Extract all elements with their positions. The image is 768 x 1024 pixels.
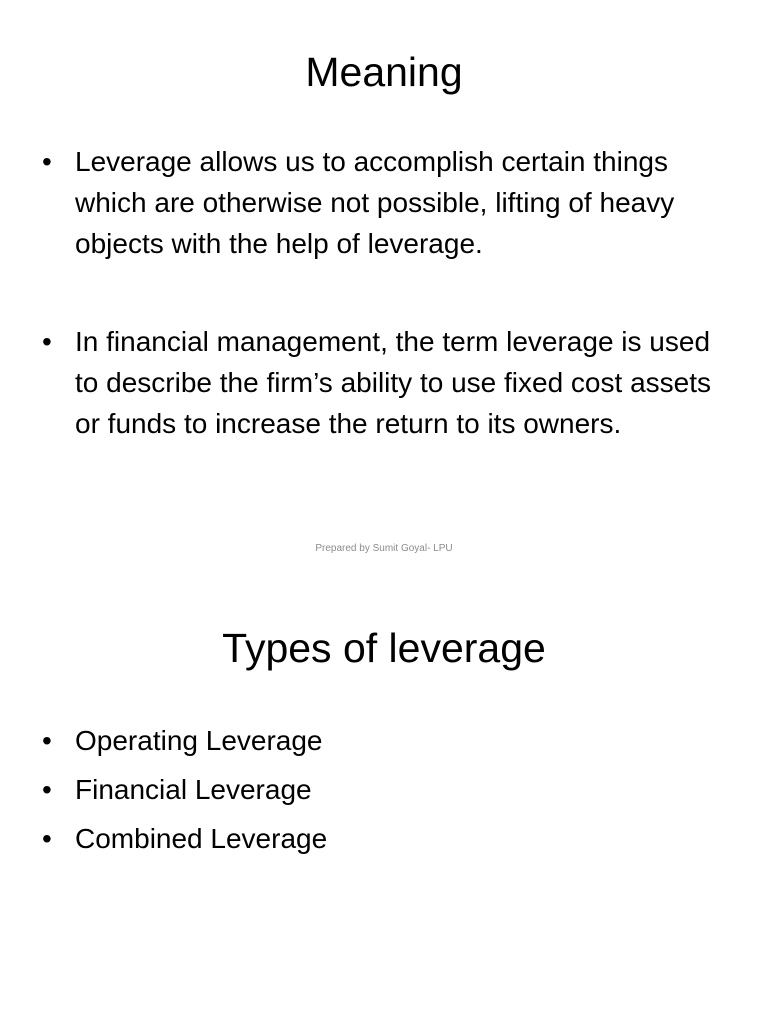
bullet-icon: • <box>42 146 52 177</box>
bullet-icon: • <box>42 774 52 805</box>
slide-title: Meaning <box>305 49 463 95</box>
bullet-text: Combined Leverage <box>75 823 328 854</box>
slide-types-of-leverage <box>0 576 768 1024</box>
bullet-text: Leverage allows us to accomplish certain things which are otherwise not possible, lifting of heavy objects with the help of leverage. <box>75 146 675 259</box>
bullet-item <box>40 814 740 863</box>
bullet-list <box>40 716 740 863</box>
bullet-text: Financial Leverage <box>75 774 312 805</box>
bullet-item <box>40 765 740 814</box>
slide-footer: Prepared by Sumit Goyal- LPU <box>315 543 453 554</box>
bullet-text: Operating Leverage <box>75 725 323 756</box>
bullet-text: In financial management, the term leverage is used to describe the firm’s ability to use fixed cost assets or funds to increase the return to its owners. <box>75 326 711 439</box>
bullet-item <box>40 141 740 264</box>
bullet-item <box>40 321 740 444</box>
bullet-icon: • <box>42 823 52 854</box>
bullet-list <box>40 141 740 444</box>
bullet-icon: • <box>42 725 52 756</box>
slide-title: Types of leverage <box>222 625 546 671</box>
bullet-icon: • <box>42 326 52 357</box>
bullet-item <box>40 716 740 765</box>
